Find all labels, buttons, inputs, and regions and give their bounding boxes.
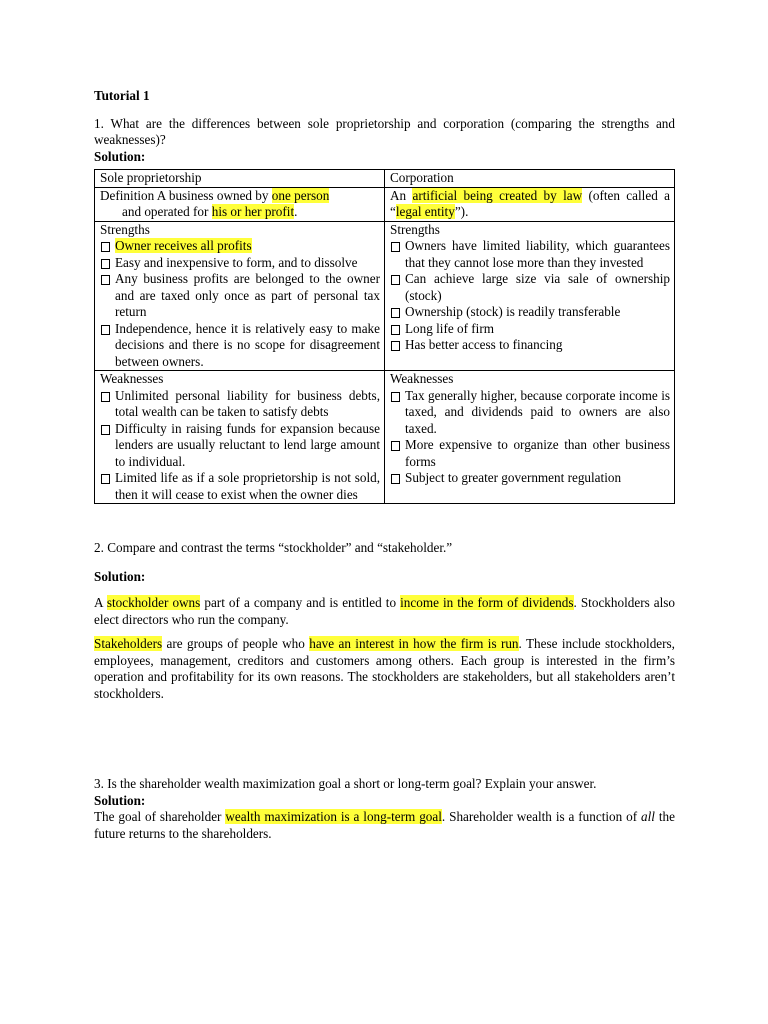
text-span: part of a company and is entitled to bbox=[200, 595, 401, 610]
highlight-span: Stakeholders bbox=[94, 636, 163, 651]
list-item-text: Owner receives all profits bbox=[115, 238, 252, 253]
text-span: . Shareholder wealth is a function of bbox=[441, 809, 642, 824]
definition-sole-highlight-2: his or her profit bbox=[211, 204, 295, 219]
list-item-text: Unlimited personal liability for business debts, total wealth can be taken to satisfy debts bbox=[115, 387, 380, 419]
list-item-text: More expensive to organize than other business forms bbox=[405, 437, 670, 469]
weaknesses-row bbox=[95, 371, 675, 504]
definition-sole-mid: and operated for bbox=[122, 204, 212, 219]
checkbox-icon bbox=[101, 425, 110, 435]
checkbox-icon bbox=[101, 474, 110, 484]
weaknesses-label: Weaknesses bbox=[100, 371, 164, 386]
checkbox-icon bbox=[391, 341, 400, 351]
highlight-span: wealth maximization is a long-term goal bbox=[225, 809, 442, 824]
answer-2-paragraph-1 bbox=[94, 595, 675, 628]
checkbox-icon bbox=[391, 325, 400, 335]
text-span: A bbox=[94, 595, 107, 610]
strengths-corporation bbox=[385, 221, 675, 371]
definition-corporation bbox=[385, 187, 675, 221]
strengths-label: Strengths bbox=[390, 221, 440, 237]
list-item bbox=[390, 470, 670, 487]
comparison-table bbox=[94, 169, 675, 504]
text-span: the future returns to the shareholders. bbox=[94, 809, 675, 841]
definition-corp-highlight-1: artificial being created by law bbox=[412, 187, 583, 203]
definition-row bbox=[95, 187, 675, 221]
answer-2-paragraph-2 bbox=[94, 636, 675, 702]
list-item-text: Difficulty in raising funds for expansion because lenders are usually reluctant to lend large amount to individual. bbox=[115, 420, 380, 469]
checkbox-icon bbox=[391, 308, 400, 318]
checkbox-icon bbox=[391, 242, 400, 252]
list-item-text: Owners have limited liability, which guarantees that they cannot lose more than they invested bbox=[405, 238, 670, 270]
solution-label-3: Solution: bbox=[94, 792, 146, 808]
list-item bbox=[100, 388, 380, 421]
document-page bbox=[94, 88, 675, 842]
checkbox-icon bbox=[391, 275, 400, 285]
weaknesses-corporation bbox=[385, 371, 675, 504]
header-corporation: Corporation bbox=[385, 170, 675, 188]
list-item bbox=[100, 238, 380, 255]
weaknesses-label: Weaknesses bbox=[390, 371, 454, 386]
question-3: 3. Is the shareholder wealth maximization goal a short or long-term goal? Explain your answer. bbox=[94, 776, 597, 791]
text-span: . These include stockholders, employees, management, creditors and customers among others. Each group is interested in the firm’s operation and profitability for its own reasons. The stockholders are stakeholders, but all stakeholders aren’t stockholders. bbox=[94, 636, 675, 701]
weaknesses-sole bbox=[95, 371, 385, 504]
text-span: are groups of people who bbox=[162, 636, 310, 651]
strengths-row bbox=[95, 221, 675, 371]
definition-corp-post: ”). bbox=[454, 204, 469, 219]
highlight-span: income in the form of dividends bbox=[400, 595, 574, 610]
strengths-sole bbox=[95, 221, 385, 371]
list-item-text: Any business profits are belonged to the owner and are taxed only once as part of personal tax return bbox=[115, 271, 380, 319]
text-span: . Stockholders also elect directors who run the company. bbox=[94, 595, 676, 627]
list-item-text: Has better access to financing bbox=[405, 337, 563, 352]
checkbox-icon bbox=[101, 242, 110, 252]
emphasis-span: all bbox=[641, 809, 655, 824]
solution-label-1: Solution: bbox=[94, 148, 146, 164]
list-item bbox=[100, 470, 380, 503]
list-item-text: Ownership (stock) is readily transferable bbox=[405, 304, 621, 319]
list-item bbox=[100, 321, 380, 371]
highlight-span: stockholder owns bbox=[106, 595, 201, 610]
definition-sole-highlight-1: one person bbox=[271, 187, 330, 203]
checkbox-icon bbox=[391, 392, 400, 402]
definition-corp-highlight-2: legal entity bbox=[395, 204, 455, 219]
list-item bbox=[390, 388, 670, 438]
solution-label-2: Solution: bbox=[94, 568, 146, 584]
section-question-2 bbox=[94, 540, 675, 702]
definition-sole-post: . bbox=[294, 204, 298, 219]
list-item-text: Tax generally higher, because corporate income is taxed, and dividends paid to owners are also taxed. bbox=[405, 387, 670, 436]
checkbox-icon bbox=[101, 325, 110, 335]
list-item-text: Can achieve large size via sale of ownership (stock) bbox=[405, 271, 670, 303]
list-item bbox=[390, 271, 670, 304]
header-sole-proprietorship: Sole proprietorship bbox=[95, 170, 385, 188]
table-header-row bbox=[95, 170, 675, 188]
definition-sole bbox=[95, 187, 385, 221]
definition-corp-mid: (often called a “ bbox=[390, 187, 670, 219]
list-item bbox=[100, 255, 380, 272]
answer-3-paragraph-1 bbox=[94, 809, 675, 842]
checkbox-icon bbox=[391, 474, 400, 484]
page-title: Tutorial 1 bbox=[94, 88, 150, 103]
list-item-text: Limited life as if a sole proprietorship is not sold, then it will cease to exist when the owner dies bbox=[115, 470, 380, 502]
definition-sole-pre: Definition A business owned by bbox=[100, 187, 272, 203]
checkbox-icon bbox=[391, 441, 400, 451]
list-item bbox=[390, 337, 670, 354]
question-1: 1. What are the differences between sole proprietorship and corporation (comparing the strengths and weaknesses)? bbox=[94, 115, 675, 147]
checkbox-icon bbox=[101, 275, 110, 285]
list-item bbox=[390, 238, 670, 271]
highlight-span: have an interest in how the firm is run bbox=[309, 636, 519, 651]
list-item-text: Subject to greater government regulation bbox=[405, 470, 622, 485]
list-item-text: Independence, hence it is relatively easy to make decisions and there is no scope for disagreement between owners. bbox=[115, 320, 380, 369]
definition-corp-pre: An bbox=[390, 187, 413, 203]
list-item bbox=[390, 304, 670, 321]
question-2: 2. Compare and contrast the terms “stockholder” and “stakeholder.” bbox=[94, 540, 453, 555]
list-item bbox=[390, 321, 670, 338]
list-item-text: Long life of firm bbox=[405, 320, 494, 336]
strengths-label: Strengths bbox=[100, 221, 150, 237]
list-item bbox=[100, 421, 380, 471]
text-span: The goal of shareholder bbox=[94, 809, 226, 824]
list-item bbox=[390, 437, 670, 470]
list-item bbox=[100, 271, 380, 321]
checkbox-icon bbox=[101, 259, 110, 269]
list-item-text: Easy and inexpensive to form, and to dissolve bbox=[115, 254, 358, 270]
checkbox-icon bbox=[101, 392, 110, 402]
section-question-3 bbox=[94, 776, 675, 842]
